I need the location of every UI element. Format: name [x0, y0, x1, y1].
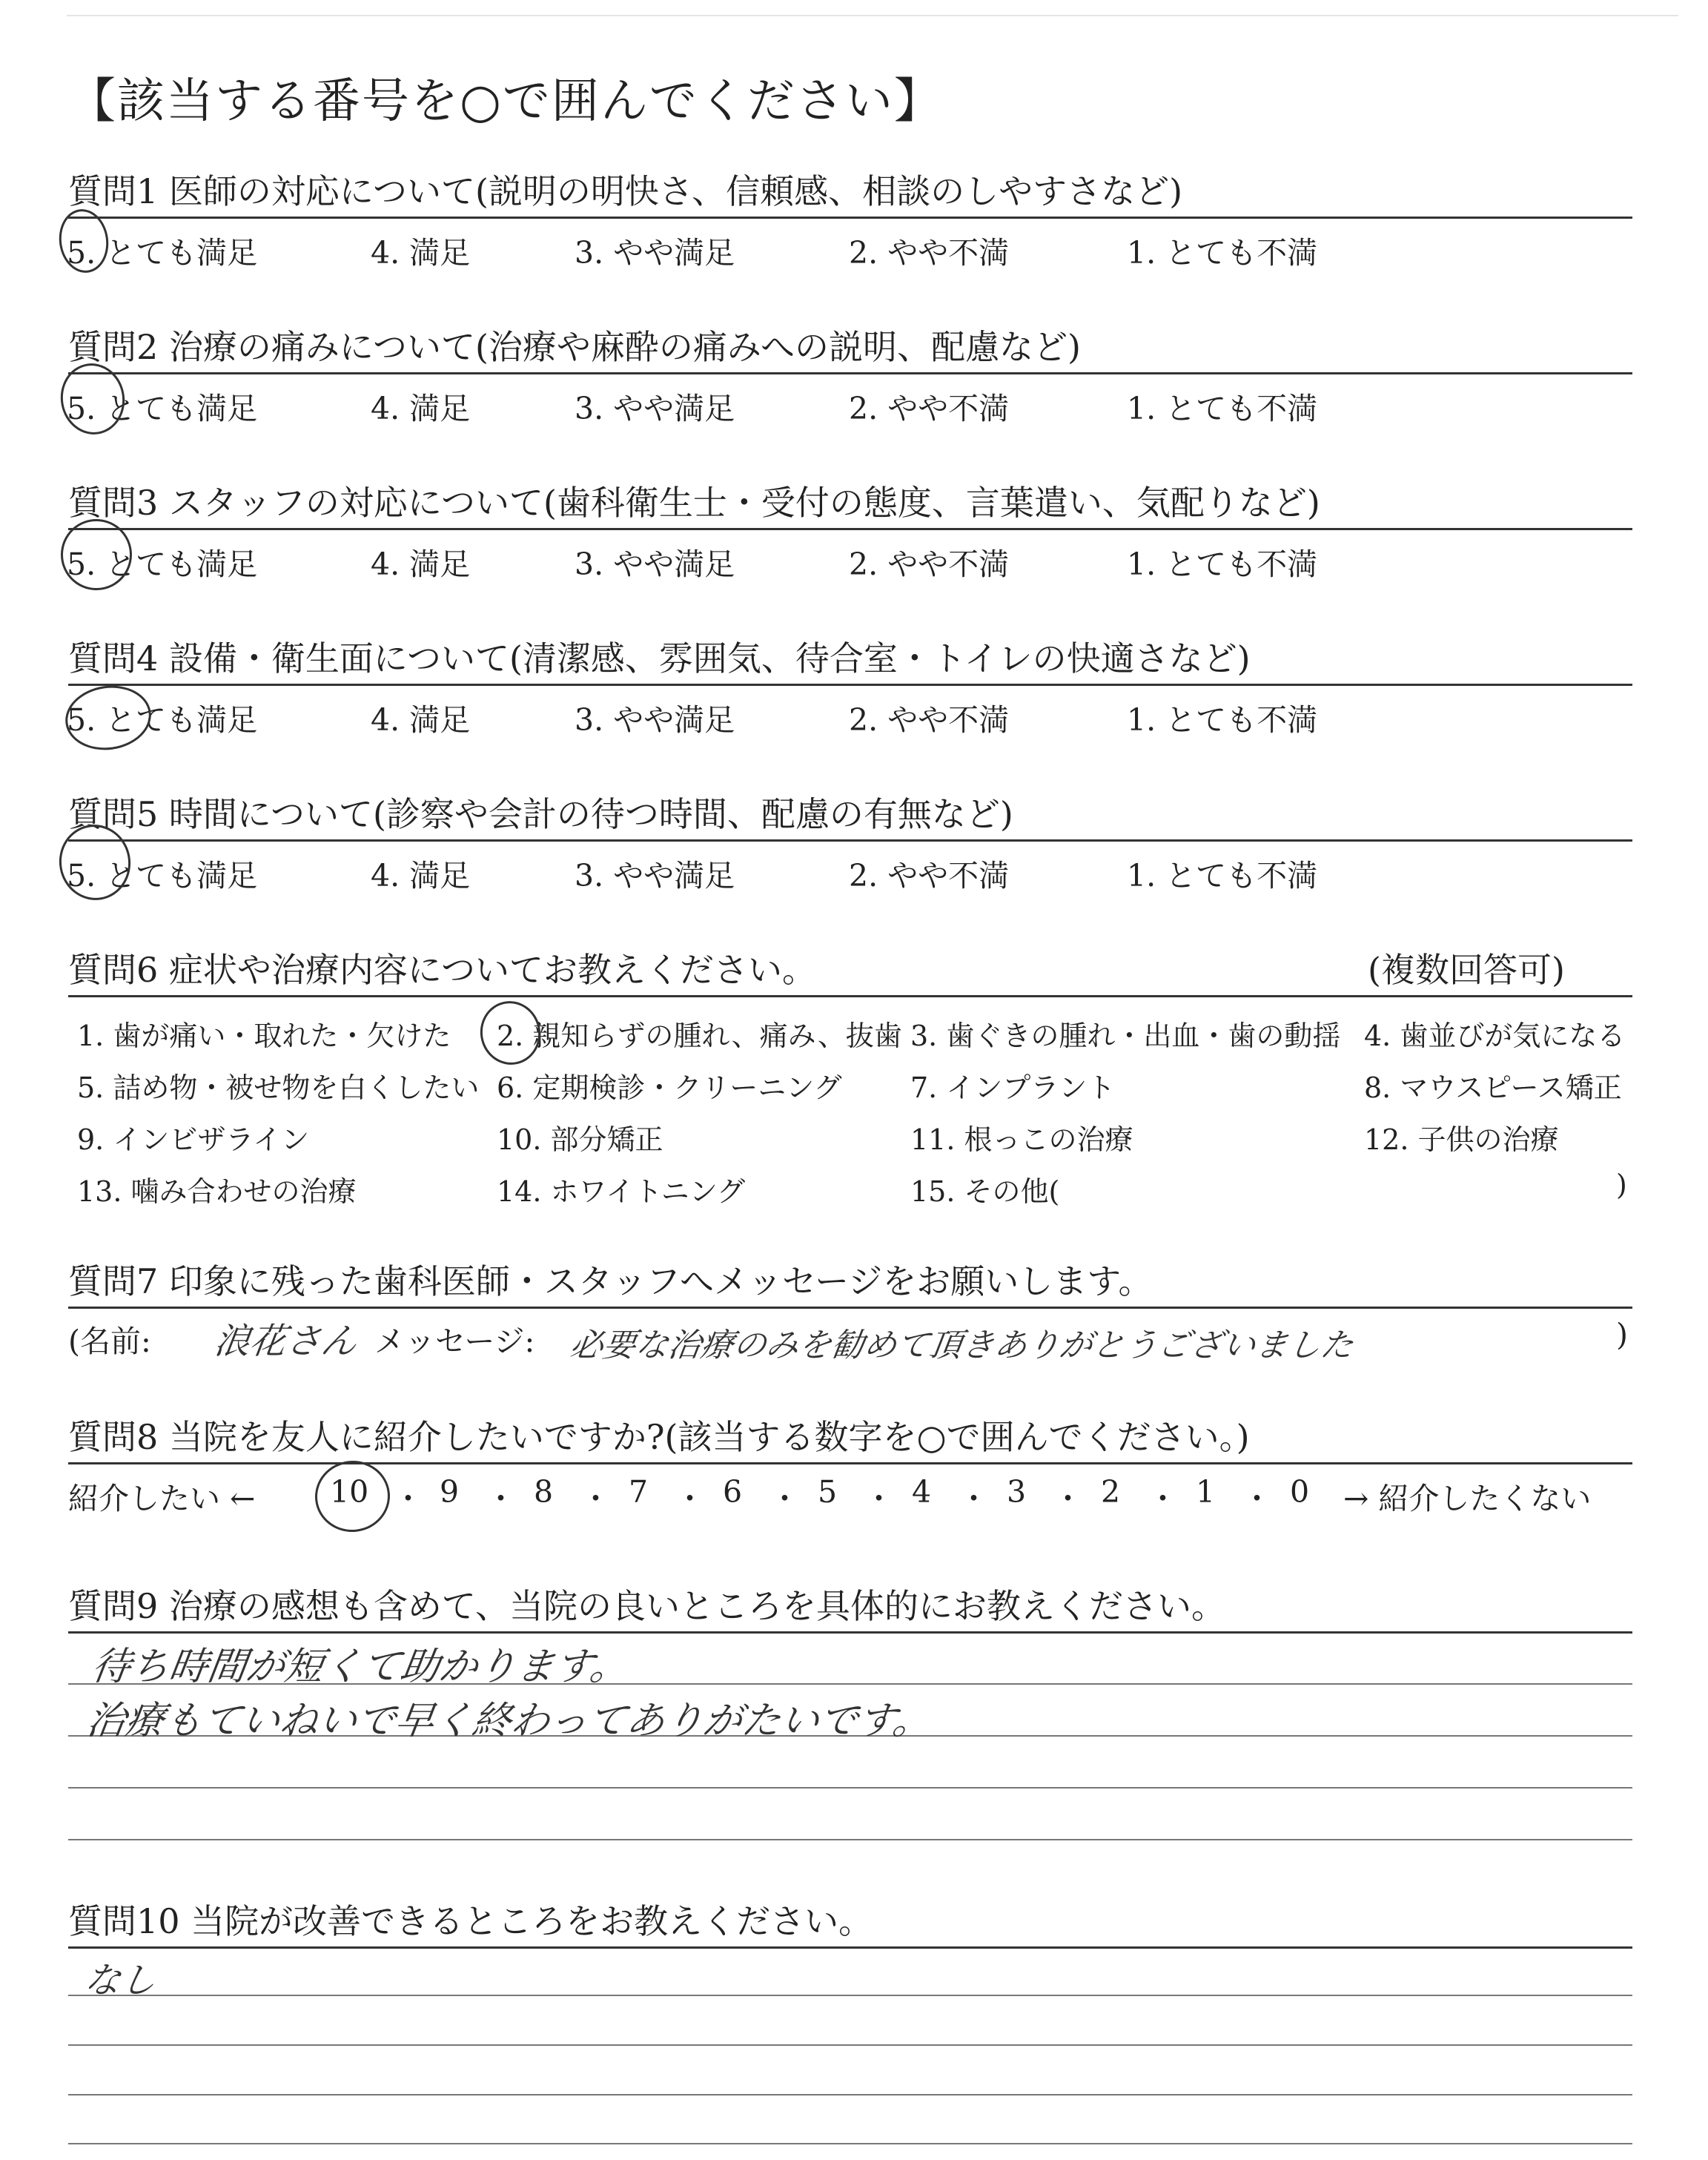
- question-6-note: (複数回答可): [1368, 950, 1565, 990]
- q9-answer-line-2[interactable]: 治療もていねいで早く終わってありがたいです。: [84, 1699, 935, 1743]
- q6-option-13[interactable]: 13. 噛み合わせの治療: [77, 1175, 357, 1208]
- top-divider: [67, 15, 1678, 16]
- q6-option-15-close: ): [1616, 1169, 1627, 1201]
- question-4-title: 質問4 設備・衛生面について(清潔感、雰囲気、待合室・トイレの快適さなど): [68, 638, 1251, 678]
- q6-option-11[interactable]: 11. 根っこの治療: [910, 1123, 1133, 1156]
- q6-option-15[interactable]: 15. その他(: [910, 1175, 1060, 1208]
- q8-number-4[interactable]: 4: [912, 1474, 932, 1510]
- question-2-rule: [68, 372, 1632, 374]
- q8-answer-circle: [311, 1457, 393, 1536]
- q3-option-4[interactable]: 4. 満足: [371, 546, 471, 582]
- q6-option-8[interactable]: 8. マウスピース矯正: [1364, 1071, 1622, 1104]
- question-6-title: 質問6 症状や治療内容についてお教えください。: [68, 950, 816, 990]
- question-8-rule: [68, 1462, 1632, 1464]
- question-7-rule: [68, 1307, 1632, 1309]
- q4-option-2[interactable]: 2. やや不満: [849, 702, 1010, 738]
- question-10-rule: [68, 1946, 1632, 1949]
- q1-option-5[interactable]: 5. とても満足: [67, 235, 258, 271]
- question-3-title: 質問3 スタッフの対応について(歯科衛生士・受付の態度、言葉遣い、気配りなど): [68, 483, 1320, 523]
- q6-option-7[interactable]: 7. インプラント: [910, 1071, 1116, 1104]
- question-8-title: 質問8 当院を友人に紹介したいですか?(該当する数字を○で囲んでください。): [68, 1417, 1250, 1457]
- q8-number-7[interactable]: 7: [629, 1474, 649, 1510]
- q6-option-3[interactable]: 3. 歯ぐきの腫れ・出血・歯の動揺: [910, 1020, 1341, 1052]
- question-9-rule: [68, 1631, 1632, 1634]
- q8-separator: ・: [675, 1481, 705, 1516]
- q10-answer-line: [68, 2143, 1632, 2144]
- q3-option-1[interactable]: 1. とても不満: [1127, 546, 1318, 582]
- q7-message-label: メッセージ:: [374, 1324, 535, 1359]
- q4-option-3[interactable]: 3. やや満足: [575, 702, 735, 738]
- q7-message-value[interactable]: 必要な治療のみを勧めて頂きありがとうございました: [567, 1327, 1356, 1364]
- q6-option-4[interactable]: 4. 歯並びが気になる: [1364, 1020, 1626, 1052]
- q1-option-4[interactable]: 4. 満足: [371, 235, 471, 271]
- q9-answer-line: [68, 1787, 1632, 1789]
- question-5-title: 質問5 時間について(診察や会計の待つ時間、配慮の有無など): [68, 794, 1013, 834]
- q5-option-4[interactable]: 4. 満足: [371, 858, 471, 894]
- q6-option-5[interactable]: 5. 詰め物・被せ物を白くしたい: [77, 1071, 480, 1104]
- q2-option-1[interactable]: 1. とても不満: [1127, 391, 1318, 426]
- q6-option-2[interactable]: 2. 親知らずの腫れ、痛み、抜歯: [497, 1020, 902, 1052]
- q1-option-2[interactable]: 2. やや不満: [849, 235, 1010, 271]
- q5-option-1[interactable]: 1. とても不満: [1127, 858, 1318, 894]
- q2-option-5[interactable]: 5. とても満足: [67, 391, 258, 426]
- q8-left-label: 紹介したい ←: [68, 1481, 256, 1516]
- q7-name-value[interactable]: 浪花さん: [211, 1321, 360, 1362]
- q8-number-5[interactable]: 5: [818, 1474, 838, 1510]
- q6-option-10[interactable]: 10. 部分矯正: [497, 1123, 663, 1156]
- q10-answer-line: [68, 2044, 1632, 2046]
- q2-option-2[interactable]: 2. やや不満: [849, 391, 1010, 426]
- q5-option-3[interactable]: 3. やや満足: [575, 858, 735, 894]
- q8-right-label: → 紹介したくない: [1343, 1481, 1592, 1516]
- question-6-rule: [68, 995, 1632, 997]
- q6-option-14[interactable]: 14. ホワイトニング: [497, 1175, 746, 1208]
- q1-option-1[interactable]: 1. とても不満: [1127, 235, 1318, 271]
- q6-option-9[interactable]: 9. インビザライン: [77, 1123, 310, 1156]
- q10-answer-line-1[interactable]: なし: [82, 1960, 159, 2001]
- question-3-rule: [68, 528, 1632, 530]
- q3-option-3[interactable]: 3. やや満足: [575, 546, 735, 582]
- q8-number-1[interactable]: 1: [1196, 1474, 1216, 1510]
- q3-option-5[interactable]: 5. とても満足: [67, 546, 258, 582]
- q8-separator: ・: [1242, 1481, 1272, 1516]
- q7-name-label: (名前:: [68, 1324, 151, 1359]
- q8-number-2[interactable]: 2: [1101, 1474, 1121, 1510]
- question-1-title: 質問1 医師の対応について(説明の明快さ、信頼感、相談のしやすさなど): [68, 171, 1183, 211]
- question-7-title: 質問7 印象に残った歯科医師・スタッフへメッセージをお願いします。: [68, 1261, 1153, 1301]
- q8-separator: ・: [1053, 1481, 1083, 1516]
- q10-answer-line: [68, 1995, 1632, 1996]
- question-5-rule: [68, 839, 1632, 842]
- q9-answer-line: [68, 1839, 1632, 1840]
- q8-number-8[interactable]: 8: [534, 1474, 554, 1510]
- q4-answer-circle: [62, 680, 156, 755]
- q8-separator: ・: [864, 1481, 894, 1516]
- q5-option-2[interactable]: 2. やや不満: [849, 858, 1010, 894]
- q4-option-1[interactable]: 1. とても不満: [1127, 702, 1318, 738]
- q1-option-3[interactable]: 3. やや満足: [575, 235, 735, 271]
- q8-separator: ・: [769, 1481, 800, 1516]
- q8-number-3[interactable]: 3: [1007, 1474, 1027, 1510]
- question-1-rule: [68, 217, 1632, 219]
- q8-separator: ・: [959, 1481, 989, 1516]
- q2-option-4[interactable]: 4. 満足: [371, 391, 471, 426]
- q3-option-2[interactable]: 2. やや不満: [849, 546, 1010, 582]
- q8-number-10[interactable]: 10: [330, 1474, 369, 1510]
- q7-close-paren: ): [1616, 1317, 1628, 1353]
- question-4-rule: [68, 684, 1632, 686]
- q10-answer-line: [68, 2094, 1632, 2095]
- q8-number-0[interactable]: 0: [1290, 1474, 1310, 1510]
- q8-separator: ・: [393, 1481, 423, 1516]
- q6-answer-circle: [474, 996, 546, 1071]
- q5-option-5[interactable]: 5. とても満足: [67, 858, 258, 894]
- q4-option-4[interactable]: 4. 満足: [371, 702, 471, 738]
- q6-option-12[interactable]: 12. 子供の治療: [1364, 1123, 1559, 1156]
- q6-option-6[interactable]: 6. 定期検診・クリーニング: [497, 1071, 842, 1104]
- q8-separator: ・: [580, 1481, 611, 1516]
- question-10-title: 質問10 当院が改善できるところをお教えください。: [68, 1901, 873, 1941]
- q2-option-3[interactable]: 3. やや満足: [575, 391, 735, 426]
- q8-number-9[interactable]: 9: [440, 1474, 460, 1510]
- form-header: 【該当する番号を○で囲んでください】: [68, 74, 943, 129]
- q9-answer-line-1[interactable]: 待ち時間が短くて助かります。: [89, 1645, 632, 1689]
- q8-number-6[interactable]: 6: [723, 1474, 743, 1510]
- q6-option-1[interactable]: 1. 歯が痛い・取れた・欠けた: [77, 1020, 451, 1052]
- q4-option-5[interactable]: 5. とても満足: [67, 702, 258, 738]
- question-2-title: 質問2 治療の痛みについて(治療や麻酔の痛みへの説明、配慮など): [68, 327, 1081, 367]
- q8-separator: ・: [486, 1481, 516, 1516]
- q8-separator: ・: [1148, 1481, 1178, 1516]
- question-9-title: 質問9 治療の感想も含めて、当院の良いところを具体的にお教えください。: [68, 1586, 1225, 1626]
